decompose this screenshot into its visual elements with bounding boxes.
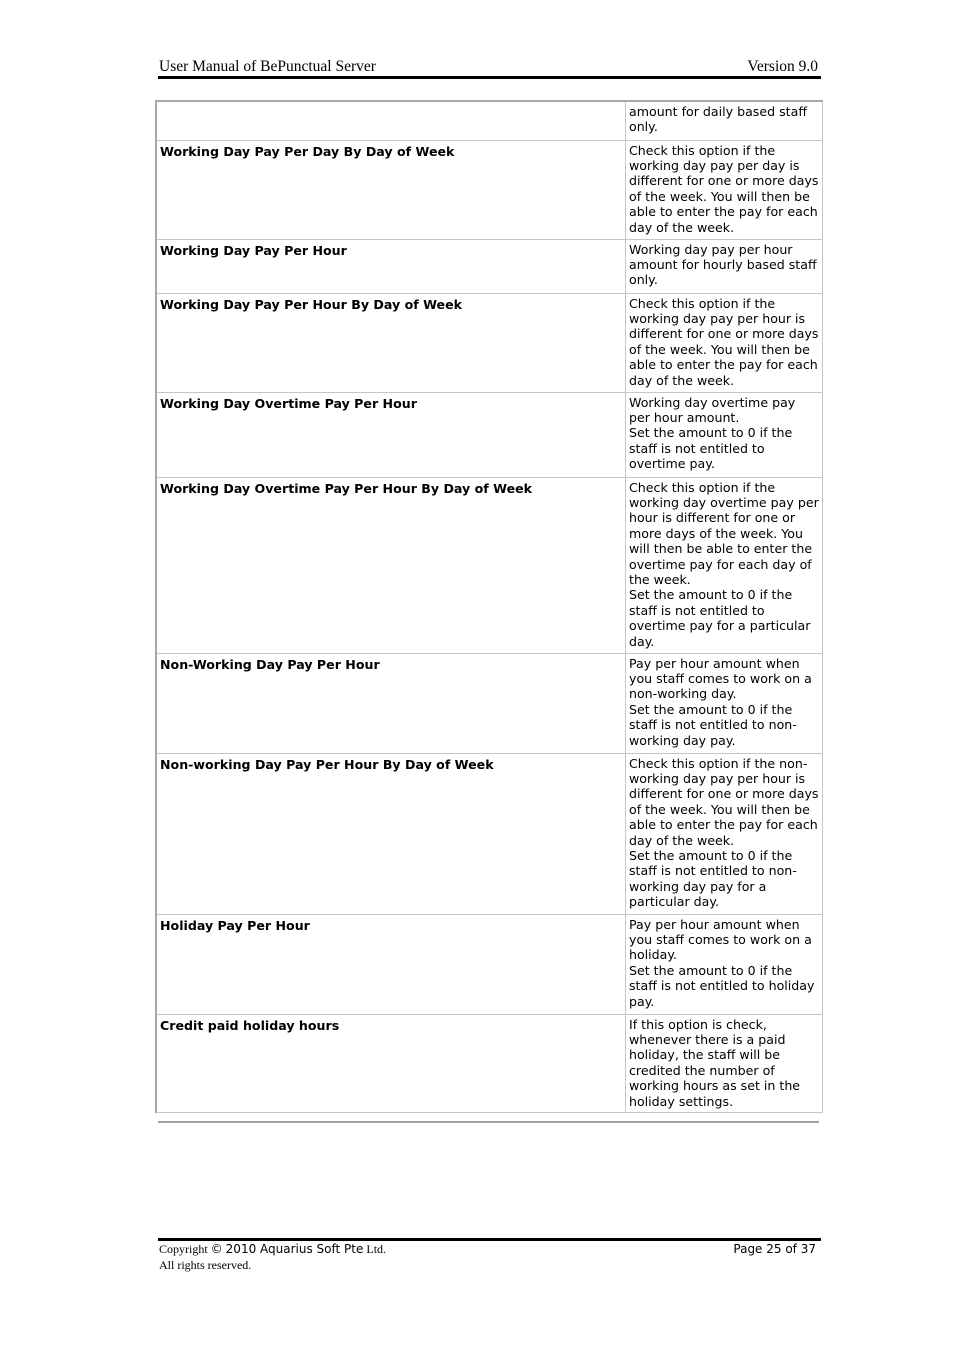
footer-rule xyxy=(158,1238,821,1241)
page-number: Page 25 of 37 xyxy=(733,1242,816,1256)
page-footer xyxy=(159,1242,820,1276)
copyright-symbol: © xyxy=(210,1242,223,1256)
header-rule xyxy=(158,76,821,79)
page-header xyxy=(159,58,820,78)
copyright-company: 2010 Aquarius Soft Pte xyxy=(225,1242,364,1256)
term-cell: Working Day Pay Per Hour xyxy=(156,239,626,293)
description-cell: Check this option if the working day pay per day is different for one or more days of the week. You will then be able to enter the pay for each day of the week. xyxy=(626,140,823,239)
term-cell: Working Day Pay Per Day By Day of Week xyxy=(156,140,626,239)
description-cell: Check this option if the non-working day pay per hour is different for one or more days of the week. You will then be able to enter the pay for each day of the week. Set the amount to 0 if the staff is not entitled to non-working day pay for a particular day. xyxy=(626,753,823,914)
table-row xyxy=(156,1014,823,1112)
rights-reserved: All rights reserved. xyxy=(159,1257,252,1272)
description-cell: Pay per hour amount when you staff comes to work on a non-working day. Set the amount to 0 if the staff is not entitled to non-working day pay. xyxy=(626,653,823,753)
term-cell: Non-Working Day Pay Per Hour xyxy=(156,653,626,753)
table-row xyxy=(156,392,823,477)
settings-definition-table xyxy=(155,100,823,1113)
copyright-suffix: Ltd. xyxy=(366,1242,387,1256)
table-row xyxy=(156,477,823,653)
term-cell: Working Day Pay Per Hour By Day of Week xyxy=(156,293,626,392)
term-cell xyxy=(156,101,626,140)
table-row xyxy=(156,653,823,753)
header-title: User Manual of BePunctual Server xyxy=(159,58,376,75)
table-row xyxy=(156,753,823,914)
term-cell: Credit paid holiday hours xyxy=(156,1014,626,1112)
description-cell: amount for daily based staff only. xyxy=(626,101,823,140)
table-row xyxy=(156,914,823,1014)
table-end-rule xyxy=(158,1121,819,1123)
description-cell: Working day overtime pay per hour amount. Set the amount to 0 if the staff is not entitled to overtime pay. xyxy=(626,392,823,477)
copyright-notice xyxy=(159,1242,386,1273)
term-cell: Working Day Overtime Pay Per Hour xyxy=(156,392,626,477)
table-row xyxy=(156,101,823,140)
table-row xyxy=(156,293,823,392)
term-cell: Holiday Pay Per Hour xyxy=(156,914,626,1014)
description-cell: If this option is check, whenever there is a paid holiday, the staff will be credited the number of working hours as set in the holiday settings. xyxy=(626,1014,823,1112)
description-cell: Check this option if the working day pay per hour is different for one or more days of the week. You will then be able to enter the pay for each day of the week. xyxy=(626,293,823,392)
description-cell: Pay per hour amount when you staff comes to work on a holiday. Set the amount to 0 if the staff is not entitled to holiday pay. xyxy=(626,914,823,1014)
table-row xyxy=(156,140,823,239)
copyright-prefix: Copyright xyxy=(159,1242,208,1256)
term-cell: Working Day Overtime Pay Per Hour By Day of Week xyxy=(156,477,626,653)
term-cell: Non-working Day Pay Per Hour By Day of Week xyxy=(156,753,626,914)
description-cell: Working day pay per hour amount for hourly based staff only. xyxy=(626,239,823,293)
table-row xyxy=(156,239,823,293)
header-version: Version 9.0 xyxy=(747,58,818,75)
description-cell: Check this option if the working day overtime pay per hour is different for one or more days of the week. You will then be able to enter the overtime pay for each day of the week. Set the amount to 0 if the staff is not entitled to overtime pay for a particular day. xyxy=(626,477,823,653)
